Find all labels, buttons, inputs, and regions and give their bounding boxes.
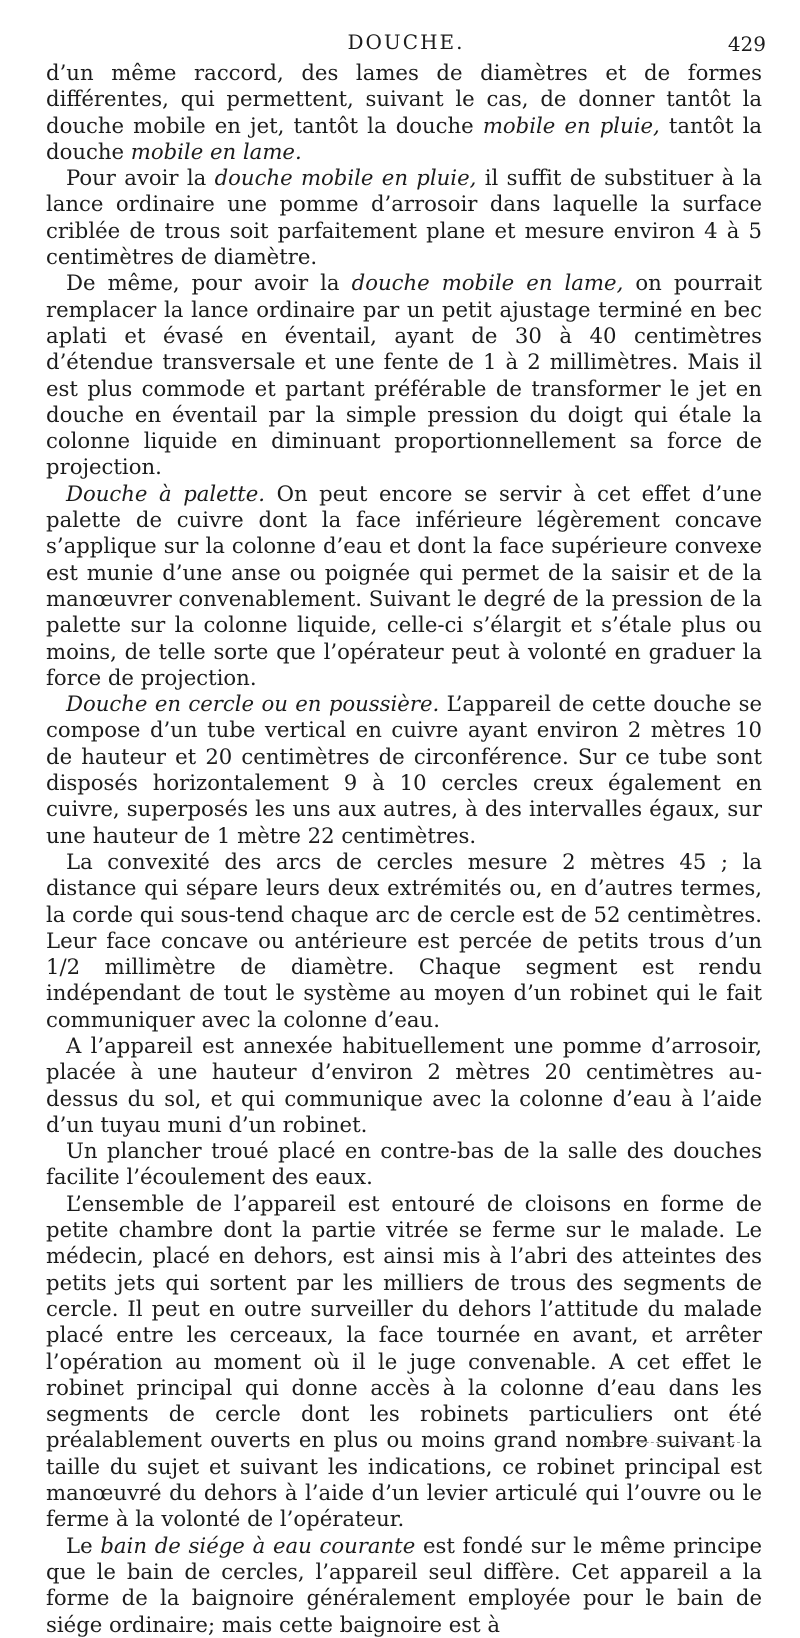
- paragraph: [46, 1033, 762, 1138]
- text-run: est fondé sur le même principe que le bain de cercles, l’appareil seul diffère. Cet appareil a la forme de la baignoire généralement employée pour le bain de siége ordinaire; mais cette baignoire est à: [46, 1532, 763, 1637]
- text-run: La convexité des arcs de cercles mesure 2 mètres 45 ; la distance qui sépare leurs deux extrémités ou, en d’autres termes, la corde qui sous-tend chaque arc de cercle est de 52 centimètres. Leur face concave ou antérieure est percée de petits trous d’un 1/2 millimètre de diamètre. Chaque segment est rendu indépendant de tout le système au moyen d’un robinet qui le fait communiquer avec la colonne d’eau.: [46, 848, 762, 1032]
- paragraph: [46, 270, 762, 480]
- italic-run: douche mobile en pluie,: [214, 165, 477, 191]
- text-run: tantôt la douche: [46, 112, 762, 164]
- running-head: [46, 30, 766, 60]
- text-run: il suffit de substituer à la lance ordinaire une pomme d’arrosoir dans laquelle la surface criblée de trous soit parfaitement plane et mesure environ 4 à 5 centimètres de diamètre.: [46, 165, 762, 270]
- page-number: 429: [727, 32, 766, 56]
- paragraph: [46, 1191, 762, 1533]
- text-run: on pourrait remplacer la lance ordinaire par un petit ajustage terminé en bec aplati et évasé en éventail, ayant de 30 à 40 centimètres d’étendue transversale et une fente de 1 à 2 millimètres. Mais il est plus commode et partant préférable de transformer le jet en douche en éventail par la simple pression du doigt qui étale la colonne liquide en diminuant proportionnellement sa force de projection.: [46, 270, 762, 480]
- italic-run: bain de siége à eau courante: [100, 1532, 416, 1558]
- italic-run: mobile en lame.: [130, 138, 302, 164]
- paragraph: [46, 481, 762, 691]
- paragraph: [46, 1533, 762, 1638]
- body-text: [46, 60, 762, 1638]
- italic-run: douche mobile en lame,: [351, 270, 624, 296]
- text-run: De même, pour avoir la: [66, 270, 352, 296]
- running-title: DOUCHE.: [347, 30, 465, 54]
- text-run: A l’appareil est annexée habituellement une pomme d’arrosoir, placée à une hauteur d’environ 2 mètres 20 centimètres au-dessus du sol, et qui communique avec la colonne d’eau à l’aide d’un tuyau muni d’un robinet.: [46, 1032, 762, 1137]
- text-run: L’ensemble de l’appareil est entouré de cloisons en forme de petite chambre dont la partie vitrée se ferme sur le malade. Le médecin, placé en dehors, est ainsi mis à l’abri des atteintes des petits jets qui sortent par les milliers de trous des segments de cercle. Il peut en outre surveiller du dehors l’attitude du malade placé entre les cerceaux, la face tournée en avant, et arrêter l’opération au moment où il le juge convenable. A cet effet le robinet principal qui donne accès à la colonne d’eau dans les segments de cercle dont les robinets particuliers ont été préalablement ouverts en plus ou moins grand nombre suivant la taille du sujet et suivant les indications, ce robinet principal est manœuvré du dehors à l’aide d’un levier articulé qui l’ouvre ou le ferme à la volonté de l’opérateur.: [46, 1190, 762, 1532]
- text-run: Le: [66, 1532, 101, 1558]
- paragraph: [46, 691, 762, 849]
- paragraph: [46, 165, 762, 270]
- italic-run: mobile en pluie,: [482, 112, 660, 138]
- italic-run: Douche à palette.: [66, 480, 266, 506]
- text-run: Pour avoir la: [66, 165, 215, 191]
- italic-run: Douche en cercle ou en poussière.: [66, 691, 440, 717]
- paragraph: [46, 60, 762, 165]
- text-run: Un plancher troué placé en contre-bas de la salle des douches facilite l’écoulement des eaux.: [46, 1138, 762, 1190]
- paragraph: [46, 1138, 762, 1191]
- paragraph: [46, 849, 762, 1033]
- text-run: On peut encore se servir à cet effet d’une palette de cuivre dont la face inférieure légèrement concave s’applique sur la colonne d’eau et dont la face supérieure convexe est munie d’une anse ou poignée qui permet de la saisir et de la manœuvrer convenablement. Suivant le degré de la pression de la palette sur la colonne liquide, celle-ci s’élargit et s’étale plus ou moins, de telle sorte que l’opérateur peut à volonté en graduer la force de projection.: [46, 480, 762, 690]
- text-run: L’appareil de cette douche se compose d’un tube vertical en cuivre ayant environ 2 mètres 10 de hauteur et 20 centimètres de circonférence. Sur ce tube sont disposés horizontalement 9 à 10 cercles creux également en cuivre, superposés les uns aux autres, à des intervalles égaux, sur une hauteur de 1 mètre 22 centimètres.: [46, 691, 762, 848]
- footer-rule: [590, 1442, 740, 1443]
- text-run: d’un même raccord, des lames de diamètres et de formes différentes, qui permettent, suivant le cas, de donner tantôt la douche mobile en jet, tantôt la douche: [46, 60, 762, 138]
